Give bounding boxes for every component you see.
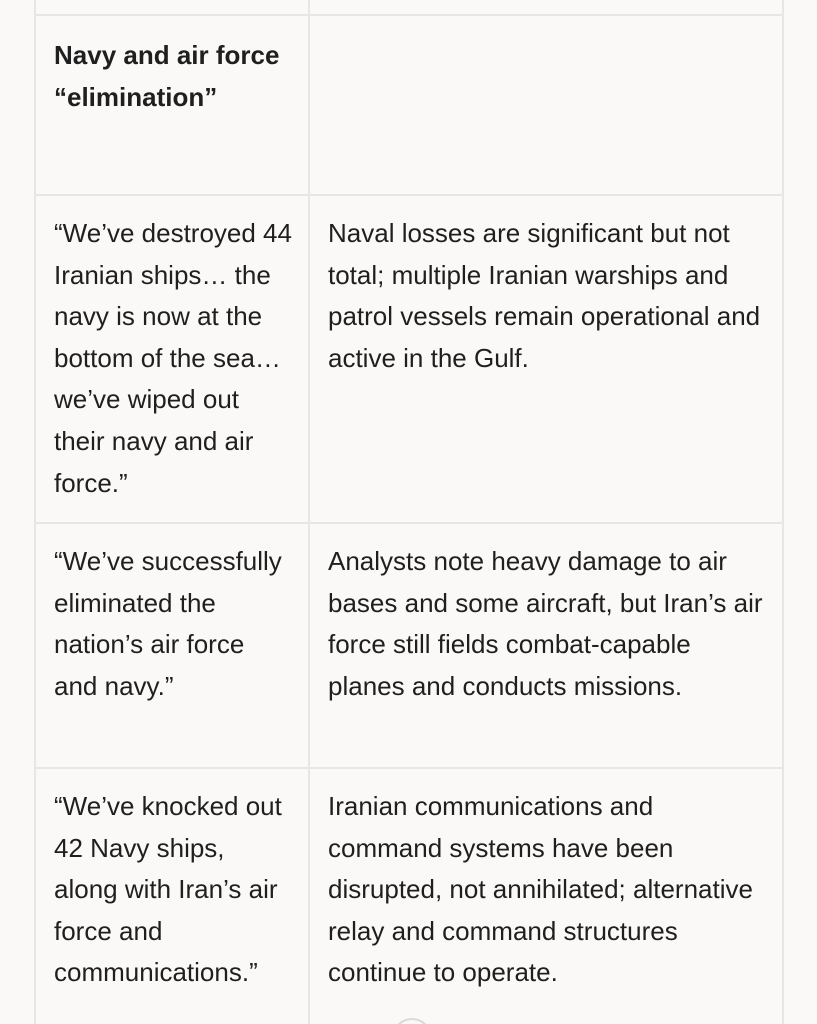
table-row [35,768,783,1024]
fact-cell: Naval losses are significant but not total; multiple Iranian warships and patrol vessels remain operational and active in the Gulf. [309,195,783,523]
table-row-previous [35,0,783,15]
fact-cell: Iranian communications and command systems have been disrupted, not annihilated; alternative relay and command structures continue to operate. [309,768,783,1024]
claim-cell: “We’ve successfully eliminated the nation’s air force and navy.” [35,523,309,768]
claims-vs-facts-table [34,0,784,1024]
claim-cell: “We’ve knocked out 42 Navy ships, along with Iran’s air force and communications.” [35,768,309,1024]
section-heading-empty-cell [309,15,783,195]
fact-cell: Analysts note heavy damage to air bases and some aircraft, but Iran’s air force still fields combat-capable planes and conducts missions. [309,523,783,768]
table-row-section-heading [35,15,783,195]
table-row [35,523,783,768]
section-heading-cell: Navy and air force “elimination” [35,15,309,195]
table-cell-previous-fact [309,0,783,15]
claims-table-container [34,0,782,1024]
table-row [35,195,783,523]
claim-cell: “We’ve destroyed 44 Iranian ships… the navy is now at the bottom of the sea… we’ve wiped out their navy and air force.” [35,195,309,523]
table-cell-previous-claim [35,0,309,15]
